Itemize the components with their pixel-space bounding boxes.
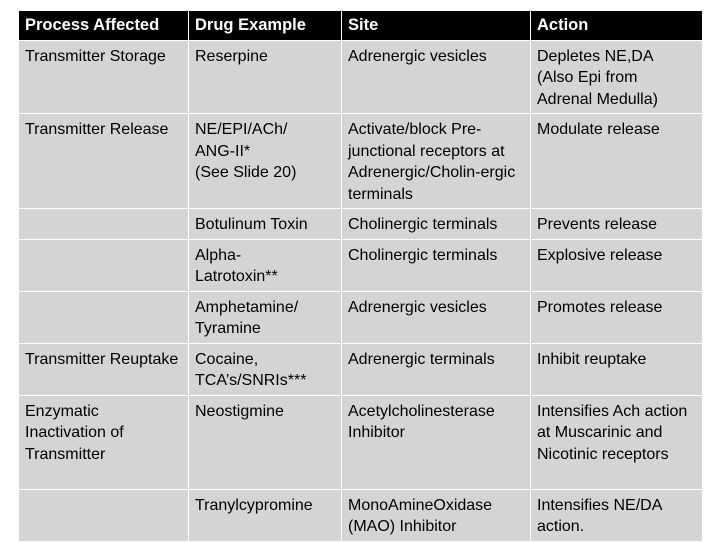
drug-cell: Alpha- Latrotoxin**	[189, 239, 342, 291]
drug-cell: Tranylcypromine	[189, 489, 342, 541]
process-cell: Transmitter Reuptake	[19, 343, 189, 395]
action-cell: Depletes NE,DA (Also Epi from Adrenal Medulla)	[531, 40, 703, 114]
action-cell: Intensifies NE/DA action.	[531, 489, 703, 541]
site-cell: Activate/block Pre-junctional receptors at Adrenergic/Cholin-ergic terminals	[342, 114, 531, 209]
site-cell: Acetylcholinesterase Inhibitor	[342, 395, 531, 489]
process-cell	[19, 209, 189, 240]
drug-cell: Botulinum Toxin	[189, 209, 342, 240]
site-cell: Cholinergic terminals	[342, 239, 531, 291]
table-row	[19, 489, 703, 541]
header-drug: Drug Example	[189, 11, 342, 41]
table-row	[19, 114, 703, 209]
table-row	[19, 291, 703, 343]
action-cell: Inhibit reuptake	[531, 343, 703, 395]
site-cell: Adrenergic vesicles	[342, 40, 531, 114]
drug-cell: Amphetamine/ Tyramine	[189, 291, 342, 343]
table-row	[19, 343, 703, 395]
action-cell: Intensifies Ach action at Muscarinic and Nicotinic receptors	[531, 395, 703, 489]
table-row	[19, 395, 703, 489]
header-site: Site	[342, 11, 531, 41]
table-row	[19, 40, 703, 114]
process-cell	[19, 489, 189, 541]
site-cell: Adrenergic vesicles	[342, 291, 531, 343]
action-cell: Explosive release	[531, 239, 703, 291]
action-cell: Promotes release	[531, 291, 703, 343]
site-cell: MonoAmineOxidase (MAO) Inhibitor	[342, 489, 531, 541]
drug-cell: Reserpine	[189, 40, 342, 114]
table-row	[19, 209, 703, 240]
site-cell: Cholinergic terminals	[342, 209, 531, 240]
drug-cell: NE/EPI/ACh/ ANG-II* (See Slide 20)	[189, 114, 342, 209]
process-cell: Enzymatic Inactivation of Transmitter	[19, 395, 189, 489]
header-process: Process Affected	[19, 11, 189, 41]
header-row	[19, 11, 703, 41]
process-cell	[19, 291, 189, 343]
table-row	[19, 239, 703, 291]
site-cell: Adrenergic terminals	[342, 343, 531, 395]
process-cell: Transmitter Release	[19, 114, 189, 209]
action-cell: Prevents release	[531, 209, 703, 240]
drug-cell: Neostigmine	[189, 395, 342, 489]
process-cell	[19, 239, 189, 291]
header-action: Action	[531, 11, 703, 41]
process-cell: Transmitter Storage	[19, 40, 189, 114]
drug-process-table	[18, 10, 703, 542]
action-cell: Modulate release	[531, 114, 703, 209]
drug-cell: Cocaine, TCA’s/SNRIs***	[189, 343, 342, 395]
